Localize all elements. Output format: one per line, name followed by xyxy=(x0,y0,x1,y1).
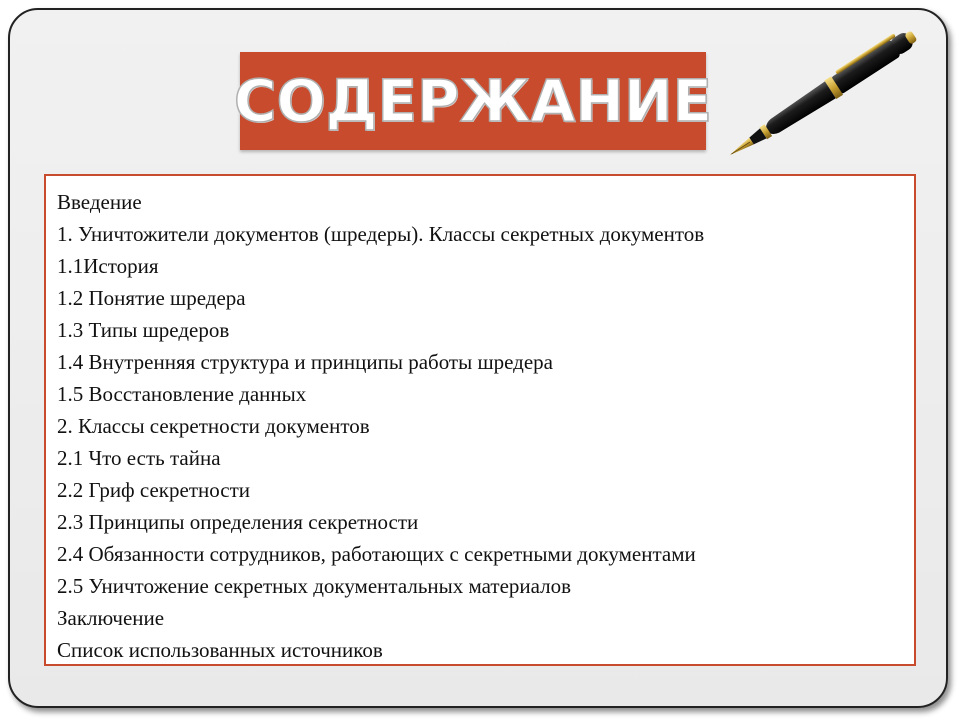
toc-item-1-5: 1.5 Восстановление данных xyxy=(57,382,307,406)
toc-item-2-3: 2.3 Принципы определения секретности xyxy=(57,510,419,534)
toc-item-introduction: Введение xyxy=(57,190,142,214)
page-title: СОДЕРЖАНИЕ xyxy=(233,67,713,135)
toc-item-1-2: 1.2 Понятие шредера xyxy=(57,286,246,310)
toc-item-2-4: 2.4 Обязанности сотрудников, работающих с секретными документами xyxy=(57,542,696,566)
toc-item-conclusion: Заключение xyxy=(57,606,165,630)
table-of-contents xyxy=(44,174,916,666)
toc-item-2-5: 2.5 Уничтожение секретных документальных материалов xyxy=(57,574,572,598)
toc-item-references: Список использованных источников xyxy=(57,638,383,662)
toc-item-1-3: 1.3 Типы шредеров xyxy=(57,318,230,342)
toc-item-2-2: 2.2 Гриф секретности xyxy=(57,478,251,502)
fountain-pen-icon xyxy=(712,22,942,162)
toc-item-1-4: 1.4 Внутренняя структура и принципы работы шредера xyxy=(57,350,554,374)
toc-list xyxy=(57,186,904,666)
title-plate xyxy=(233,52,713,150)
toc-item-1: 1. Уничтожители документов (шредеры). Классы секретных документов xyxy=(57,222,705,246)
toc-item-1-1: 1.1История xyxy=(57,254,159,278)
toc-item-2-1: 2.1 Что есть тайна xyxy=(57,446,221,470)
toc-item-2: 2. Классы секретности документов xyxy=(57,414,370,438)
